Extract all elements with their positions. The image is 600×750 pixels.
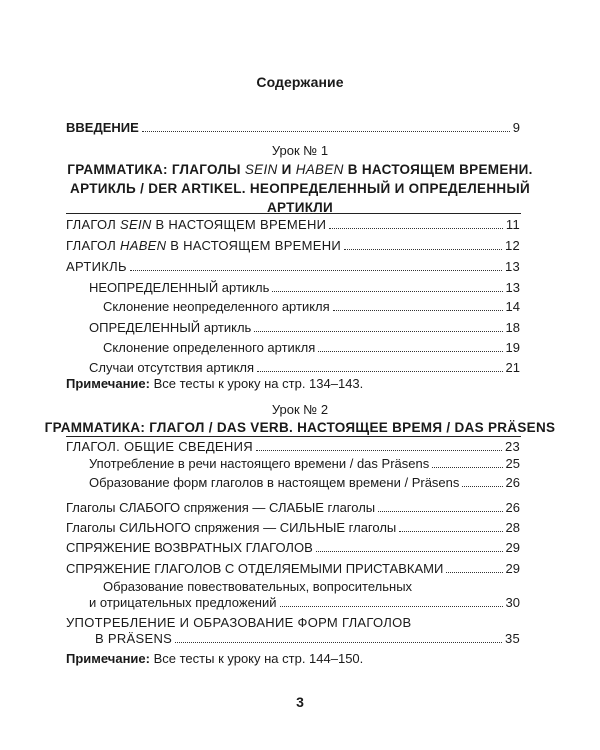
toc-entry-label: ГЛАГОЛ HABEN В НАСТОЯЩЕМ ВРЕМЕНИ (66, 238, 342, 253)
toc-page-number: 25 (505, 456, 520, 471)
dot-leader (316, 551, 503, 552)
toc-entry-label: Образование форм глаголов в настоящем времени / Präsens (89, 475, 460, 490)
toc-page-number: 18 (505, 320, 520, 335)
toc-page-number: 29 (505, 540, 520, 555)
toc-page-number: 14 (505, 299, 520, 314)
toc-page-number: 26 (505, 475, 520, 490)
toc-entry-indefinite-declension[interactable] (103, 299, 520, 314)
toc-entry-label: ГЛАГОЛ. ОБЩИЕ СВЕДЕНИЯ (66, 439, 253, 454)
dot-leader (318, 351, 502, 352)
toc-entry-praesens-formation[interactable] (89, 475, 520, 490)
toc-entry-no-article[interactable] (89, 360, 520, 375)
toc-entry-label: ОПРЕДЕЛЕННЫЙ артикль (89, 320, 252, 335)
lesson-2-divider (66, 436, 521, 437)
toc-entry-verb-general[interactable] (66, 439, 520, 454)
dot-leader (256, 450, 502, 451)
toc-page-number: 19 (505, 340, 520, 355)
lesson-1-number: Урок № 1 (271, 143, 329, 158)
lesson-1-heading-line-3: АРТИКЛИ (266, 200, 334, 215)
toc-entry-strong-verbs[interactable] (66, 520, 520, 535)
lesson-1-heading (60, 160, 540, 217)
lesson-1-heading-line-2: АРТИКЛЬ / DER ARTIKEL. НЕОПРЕДЕЛЕННЫЙ И ОПРЕДЕЛЕННЫЙ (70, 181, 530, 196)
toc-entry-reflexive-verbs[interactable] (66, 540, 520, 555)
toc-entry-label-line-1: УПОТРЕБЛЕНИЕ И ОБРАЗОВАНИЕ ФОРМ ГЛАГОЛОВ (66, 615, 412, 630)
toc-page-number: 9 (512, 120, 520, 135)
toc-entry-label: Глаголы СЛАБОГО спряжения — СЛАБЫЕ глаголы (66, 500, 376, 515)
toc-entry-label: СПРЯЖЕНИЕ ВОЗВРАТНЫХ ГЛАГОЛОВ (66, 540, 313, 555)
toc-page-number: 21 (505, 360, 520, 375)
dot-leader (333, 310, 503, 311)
toc-page-number: 13 (505, 280, 520, 295)
toc-page-number: 12 (504, 238, 520, 253)
toc-entry-label: Склонение неопределенного артикля (103, 299, 330, 314)
toc-entry-label: Употребление в речи настоящего времени / das Präsens (89, 456, 430, 471)
toc-entry-haben[interactable] (66, 238, 520, 253)
toc-page-number: 23 (504, 439, 520, 454)
dot-leader (280, 606, 503, 607)
toc-entry-label: ГЛАГОЛ SEIN В НАСТОЯЩЕМ ВРЕМЕНИ (66, 217, 327, 232)
toc-entry-line-2 (66, 631, 520, 646)
dot-leader (462, 486, 502, 487)
toc-entry-label: и отрицательных предложений (89, 595, 277, 610)
toc-page-number: 28 (505, 520, 520, 535)
toc-entry-label: В PRÄSENS (95, 631, 173, 646)
dot-leader (130, 270, 502, 271)
toc-entry-usage-formation[interactable] (66, 614, 520, 646)
lesson-2-heading: ГРАММАТИКА: ГЛАГОЛ / DAS VERB. НАСТОЯЩЕЕ ВРЕМЯ / DAS PRÄSENS (44, 420, 556, 435)
note-label: Примечание: (66, 651, 150, 666)
toc-entry-definite[interactable] (89, 320, 520, 335)
toc-page-number: 35 (504, 631, 520, 646)
toc-entry-sein[interactable] (66, 217, 520, 232)
dot-leader (378, 511, 502, 512)
toc-entry-indefinite[interactable] (89, 280, 520, 295)
page-title: Содержание (256, 74, 344, 90)
toc-entry-definite-declension[interactable] (103, 340, 520, 355)
dot-leader (142, 131, 510, 132)
note-text: Все тесты к уроку на стр. 144–150. (153, 651, 364, 666)
toc-page-number: 11 (505, 217, 520, 232)
toc-page-number: 29 (505, 561, 520, 576)
toc-page-number: 30 (505, 595, 520, 610)
dot-leader (329, 228, 503, 229)
dot-leader (254, 331, 502, 332)
lesson-2-note (66, 651, 363, 666)
toc-entry-label: НЕОПРЕДЕЛЕННЫЙ артикль (89, 280, 270, 295)
dot-leader (175, 642, 502, 643)
toc-entry-line-2 (89, 595, 520, 610)
page-number: 3 (296, 694, 304, 710)
toc-entry-weak-verbs[interactable] (66, 500, 520, 515)
toc-entry-label: ВВЕДЕНИЕ (66, 120, 139, 135)
dot-leader (399, 531, 502, 532)
lesson-2-number: Урок № 2 (271, 402, 329, 417)
toc-entry-label: Глаголы СИЛЬНОГО спряжения — СИЛЬНЫЕ глаголы (66, 520, 397, 535)
toc-entry-label: АРТИКЛЬ (66, 259, 127, 274)
dot-leader (446, 572, 502, 573)
lesson-1-note (66, 376, 363, 391)
dot-leader (344, 249, 502, 250)
toc-page-number: 26 (505, 500, 520, 515)
lesson-1-heading-line-1: ГРАММАТИКА: ГЛАГОЛЫ SEIN И HABEN В НАСТОЯЩЕМ ВРЕМЕНИ. (67, 162, 533, 177)
lesson-1-divider (66, 213, 521, 214)
toc-entry-sentence-types[interactable] (89, 578, 520, 610)
note-text: Все тесты к уроку на стр. 134–143. (153, 376, 364, 391)
toc-page-number: 13 (504, 259, 520, 274)
toc-entry-separable-prefixes[interactable] (66, 561, 520, 576)
dot-leader (272, 291, 502, 292)
toc-entry-artikel[interactable] (66, 259, 520, 274)
toc-entry-label: СПРЯЖЕНИЕ ГЛАГОЛОВ С ОТДЕЛЯЕМЫМИ ПРИСТАВКАМИ (66, 561, 444, 576)
note-label: Примечание: (66, 376, 150, 391)
dot-leader (257, 371, 502, 372)
toc-entry-praesens-usage[interactable] (89, 456, 520, 471)
dot-leader (432, 467, 502, 468)
toc-entry-label: Склонение определенного артикля (103, 340, 316, 355)
toc-entry-label-line-1: Образование повествовательных, вопросительных (103, 579, 413, 594)
toc-entry-intro[interactable] (66, 120, 520, 135)
toc-entry-label: Случаи отсутствия артикля (89, 360, 255, 375)
